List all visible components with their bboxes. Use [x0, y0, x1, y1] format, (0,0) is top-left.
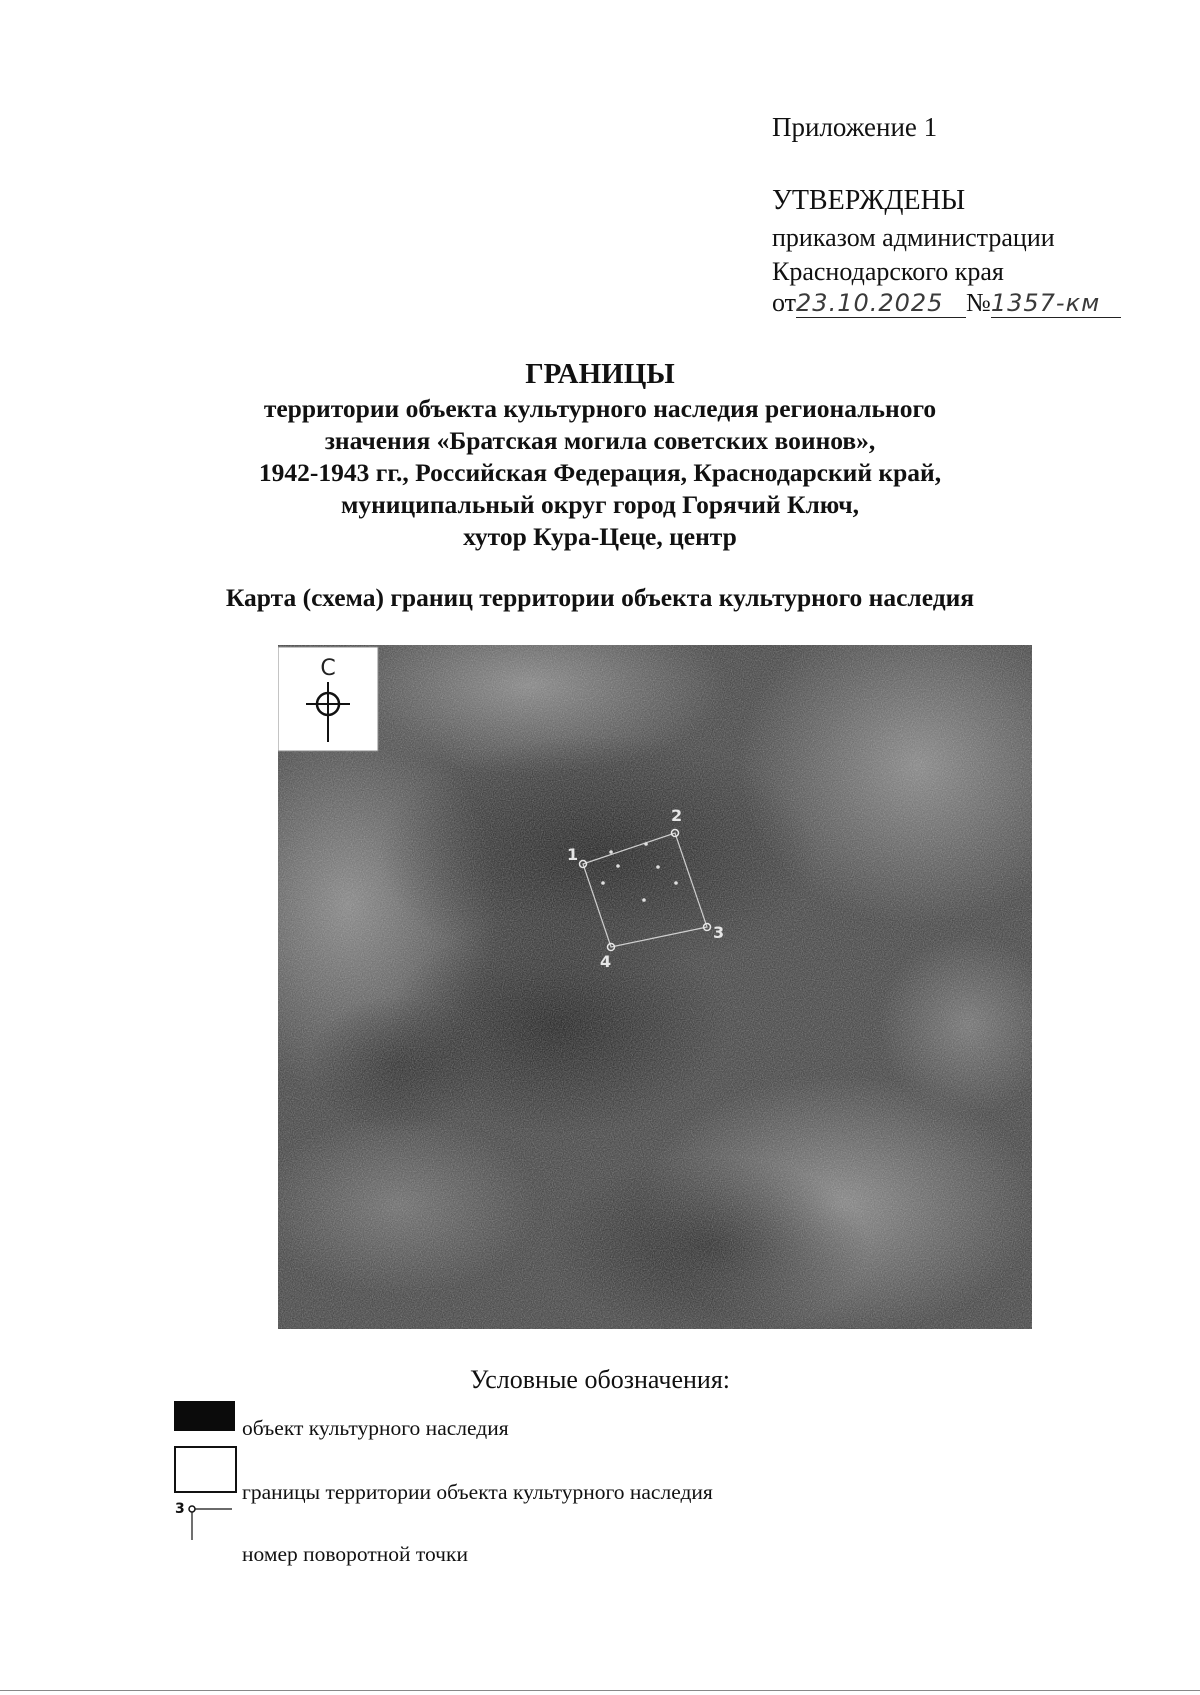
approval-block: [772, 185, 1055, 289]
bottom-rule: [0, 1690, 1200, 1691]
legend-point-symbol: [172, 1500, 232, 1556]
legend-point-number: 3: [175, 1501, 185, 1517]
number-prefix: №: [966, 288, 991, 317]
boundary-map: [278, 645, 1032, 1329]
approved-by-line-2: Краснодарского края: [772, 257, 1004, 286]
approved-by-line-1: приказом администрации: [772, 223, 1055, 252]
point-label-3: 3: [713, 923, 725, 942]
order-date-number: [772, 288, 1121, 318]
point-label-4: 4: [600, 952, 612, 971]
date-prefix: от: [772, 288, 797, 317]
order-number: 1357-км: [991, 289, 1121, 318]
point-label-2: 2: [671, 806, 683, 825]
map-heading: Карта (схема) границ территории объекта культурного наследия: [225, 583, 975, 612]
legend-boundary-swatch: [174, 1446, 237, 1493]
legend-point-label: номер поворотной точки: [242, 1542, 468, 1566]
north-arrow: [278, 647, 378, 751]
title-main: ГРАНИЦЫ: [525, 358, 675, 390]
order-date: 23.10.2025: [796, 289, 966, 318]
legend-boundary-label: границы территории объекта культурного наследия: [242, 1480, 713, 1504]
north-label: С: [320, 656, 336, 681]
legend-title: Условные обозначения:: [469, 1365, 731, 1394]
title-line-5: хутор Кура-Цеце, центр: [463, 522, 737, 551]
title-line-4: муниципальный округ город Горячий Ключ,: [340, 490, 860, 519]
appendix-label: Приложение 1: [772, 112, 938, 142]
approved-heading: УТВЕРЖДЕНЫ: [772, 185, 966, 216]
legend-object-swatch: [174, 1401, 235, 1431]
document-title: [0, 355, 1200, 553]
legend-object-label: объект культурного наследия: [242, 1416, 509, 1440]
title-line-3: 1942-1943 гг., Российская Федерация, Краснодарский край,: [258, 458, 942, 487]
point-label-1: 1: [567, 845, 579, 864]
title-line-1: территории объекта культурного наследия регионального: [263, 394, 937, 423]
title-line-2: значения «Братская могила советских воинов»,: [324, 426, 876, 455]
